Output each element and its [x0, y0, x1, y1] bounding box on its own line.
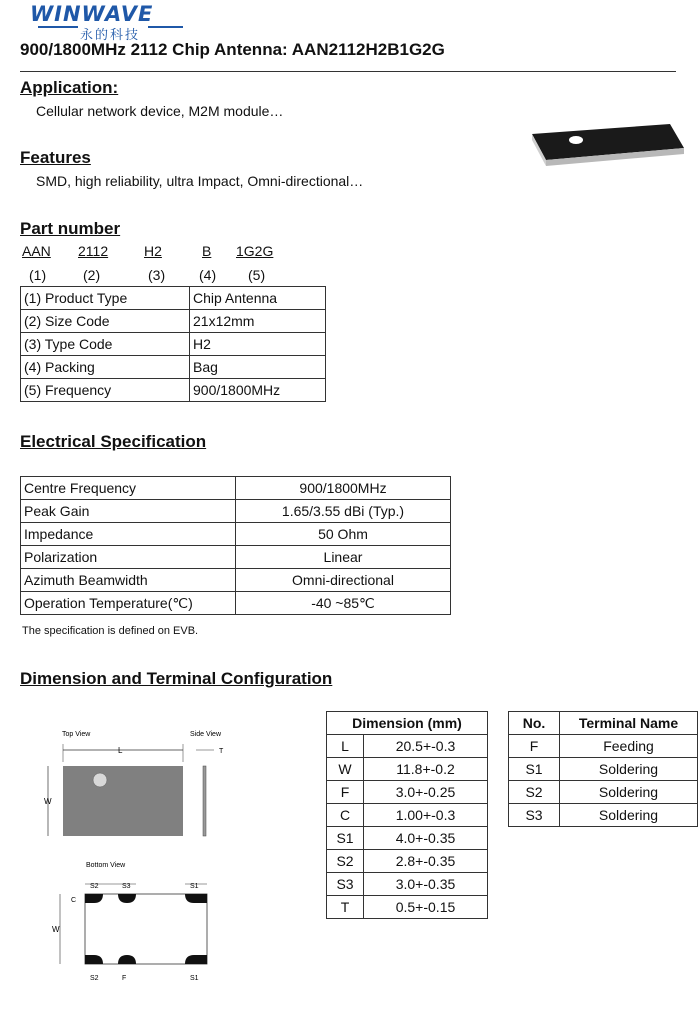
side-view-body — [203, 766, 206, 836]
application-text: Cellular network device, M2M module… — [36, 103, 284, 119]
electrical-spec-table — [20, 476, 451, 615]
table-cell: 20.5+-0.3 — [364, 735, 488, 758]
table-cell: S2 — [327, 850, 364, 873]
table-cell: 900/1800MHz — [236, 477, 451, 500]
table-cell: 3.0+-0.35 — [364, 873, 488, 896]
table-cell: 11.8+-0.2 — [364, 758, 488, 781]
title-divider — [20, 71, 676, 72]
electrical-heading: Electrical Specification — [20, 432, 207, 451]
table-cell: S1 — [327, 827, 364, 850]
part-code-2: 2112 — [78, 243, 109, 259]
top-view-label: Top View — [62, 731, 91, 738]
table-cell: Centre Frequency — [21, 477, 236, 500]
side-view-label: Side View — [190, 731, 222, 738]
table-row — [21, 287, 326, 310]
table-cell: Impedance — [21, 523, 236, 546]
table-cell: S2 — [509, 781, 560, 804]
table-cell: T — [327, 896, 364, 919]
table-row — [327, 758, 488, 781]
table-row — [21, 379, 326, 402]
part-number-heading: Part number — [20, 219, 121, 238]
table-cell: -40 ~85℃ — [236, 592, 451, 615]
chip-antenna-image — [520, 118, 690, 180]
table-cell: (5) Frequency — [21, 379, 190, 402]
table-cell: Operation Temperature(℃) — [21, 592, 236, 615]
table-row — [21, 310, 326, 333]
dim-t-label: T — [219, 748, 224, 755]
part-number-table — [20, 286, 326, 402]
bottom-view-body — [85, 894, 207, 964]
table-row — [21, 569, 451, 592]
part-code-3: H2 — [144, 243, 162, 259]
terminal-table — [508, 711, 698, 827]
table-row — [327, 804, 488, 827]
table-cell: F — [509, 735, 560, 758]
table-cell: 3.0+-0.25 — [364, 781, 488, 804]
table-cell: Bag — [190, 356, 326, 379]
dim-w-bottom-label: W — [52, 925, 60, 934]
dimension-table — [326, 711, 488, 919]
table-row — [327, 827, 488, 850]
dim-c-label: C — [71, 897, 77, 904]
table-row — [509, 758, 698, 781]
table-row — [509, 781, 698, 804]
table-row — [21, 356, 326, 379]
terminal-header-name: Terminal Name — [560, 712, 698, 735]
dim-f-label: F — [122, 975, 127, 982]
part-code-5: 1G2G — [236, 243, 274, 259]
dim-l-label: L — [118, 746, 123, 755]
dim-s2-top: S2 — [90, 883, 99, 890]
table-cell: Linear — [236, 546, 451, 569]
table-cell: W — [327, 758, 364, 781]
table-cell: Feeding — [560, 735, 698, 758]
table-row — [327, 735, 488, 758]
table-cell: 900/1800MHz — [190, 379, 326, 402]
table-row — [21, 477, 451, 500]
table-cell: F — [327, 781, 364, 804]
part-index-3: (3) — [148, 267, 166, 283]
table-row — [509, 804, 698, 827]
table-cell: C — [327, 804, 364, 827]
part-index-4: (4) — [199, 267, 217, 283]
part-code-1: AAN — [22, 243, 51, 259]
table-cell: Soldering — [560, 781, 698, 804]
part-code-4: B — [202, 243, 212, 259]
table-cell: L — [327, 735, 364, 758]
table-cell: Polarization — [21, 546, 236, 569]
application-heading: Application: — [20, 78, 119, 97]
table-cell: (2) Size Code — [21, 310, 190, 333]
table-cell: Chip Antenna — [190, 287, 326, 310]
table-row — [327, 896, 488, 919]
dim-s1-top: S1 — [190, 883, 199, 890]
table-cell: Soldering — [560, 804, 698, 827]
table-cell: (1) Product Type — [21, 287, 190, 310]
table-row — [21, 546, 451, 569]
dim-w-label: W — [44, 797, 52, 806]
table-row — [21, 592, 451, 615]
table-cell: Soldering — [560, 758, 698, 781]
table-row — [509, 735, 698, 758]
table-row — [327, 781, 488, 804]
logo-chinese: 永的科技 — [80, 27, 141, 42]
table-cell: 0.5+-0.15 — [364, 896, 488, 919]
table-cell: H2 — [190, 333, 326, 356]
dimension-header: Dimension (mm) — [327, 712, 488, 735]
table-cell: S1 — [509, 758, 560, 781]
table-cell: S3 — [509, 804, 560, 827]
table-header-row — [509, 712, 698, 735]
features-text: SMD, high reliability, ultra Impact, Omni-directional… — [36, 173, 364, 189]
table-cell: Peak Gain — [21, 500, 236, 523]
table-cell: S3 — [327, 873, 364, 896]
part-index-5: (5) — [248, 267, 266, 283]
table-cell: 1.00+-0.3 — [364, 804, 488, 827]
part-index-1: (1) — [29, 267, 47, 283]
table-cell: (3) Type Code — [21, 333, 190, 356]
table-row — [21, 523, 451, 546]
part-index-2: (2) — [83, 267, 101, 283]
spec-note: The specification is defined on EVB. — [22, 625, 199, 637]
table-row — [21, 500, 451, 523]
dimension-drawing — [38, 722, 238, 992]
page-title: 900/1800MHz 2112 Chip Antenna: AAN2112H2B1G2G — [20, 40, 445, 59]
logo-brand: WINWAVE — [30, 2, 154, 26]
table-cell: 50 Ohm — [236, 523, 451, 546]
table-cell: Omni-directional — [236, 569, 451, 592]
dim-s2-bottom: S2 — [90, 975, 99, 982]
table-row — [327, 850, 488, 873]
company-logo — [30, 2, 190, 42]
terminal-header-no: No. — [509, 712, 560, 735]
table-cell: (4) Packing — [21, 356, 190, 379]
table-cell: Azimuth Beamwidth — [21, 569, 236, 592]
dim-s1-bottom: S1 — [190, 975, 199, 982]
bottom-view-label: Bottom View — [86, 862, 126, 869]
top-view-body — [63, 766, 183, 836]
dim-s3-top: S3 — [122, 883, 131, 890]
table-row — [327, 873, 488, 896]
table-cell: 1.65/3.55 dBi (Typ.) — [236, 500, 451, 523]
dimension-heading: Dimension and Terminal Configuration — [20, 669, 333, 688]
table-cell: 4.0+-0.35 — [364, 827, 488, 850]
table-cell: 2.8+-0.35 — [364, 850, 488, 873]
features-heading: Features — [20, 148, 91, 167]
table-row — [21, 333, 326, 356]
table-cell: 21x12mm — [190, 310, 326, 333]
table-header-row — [327, 712, 488, 735]
